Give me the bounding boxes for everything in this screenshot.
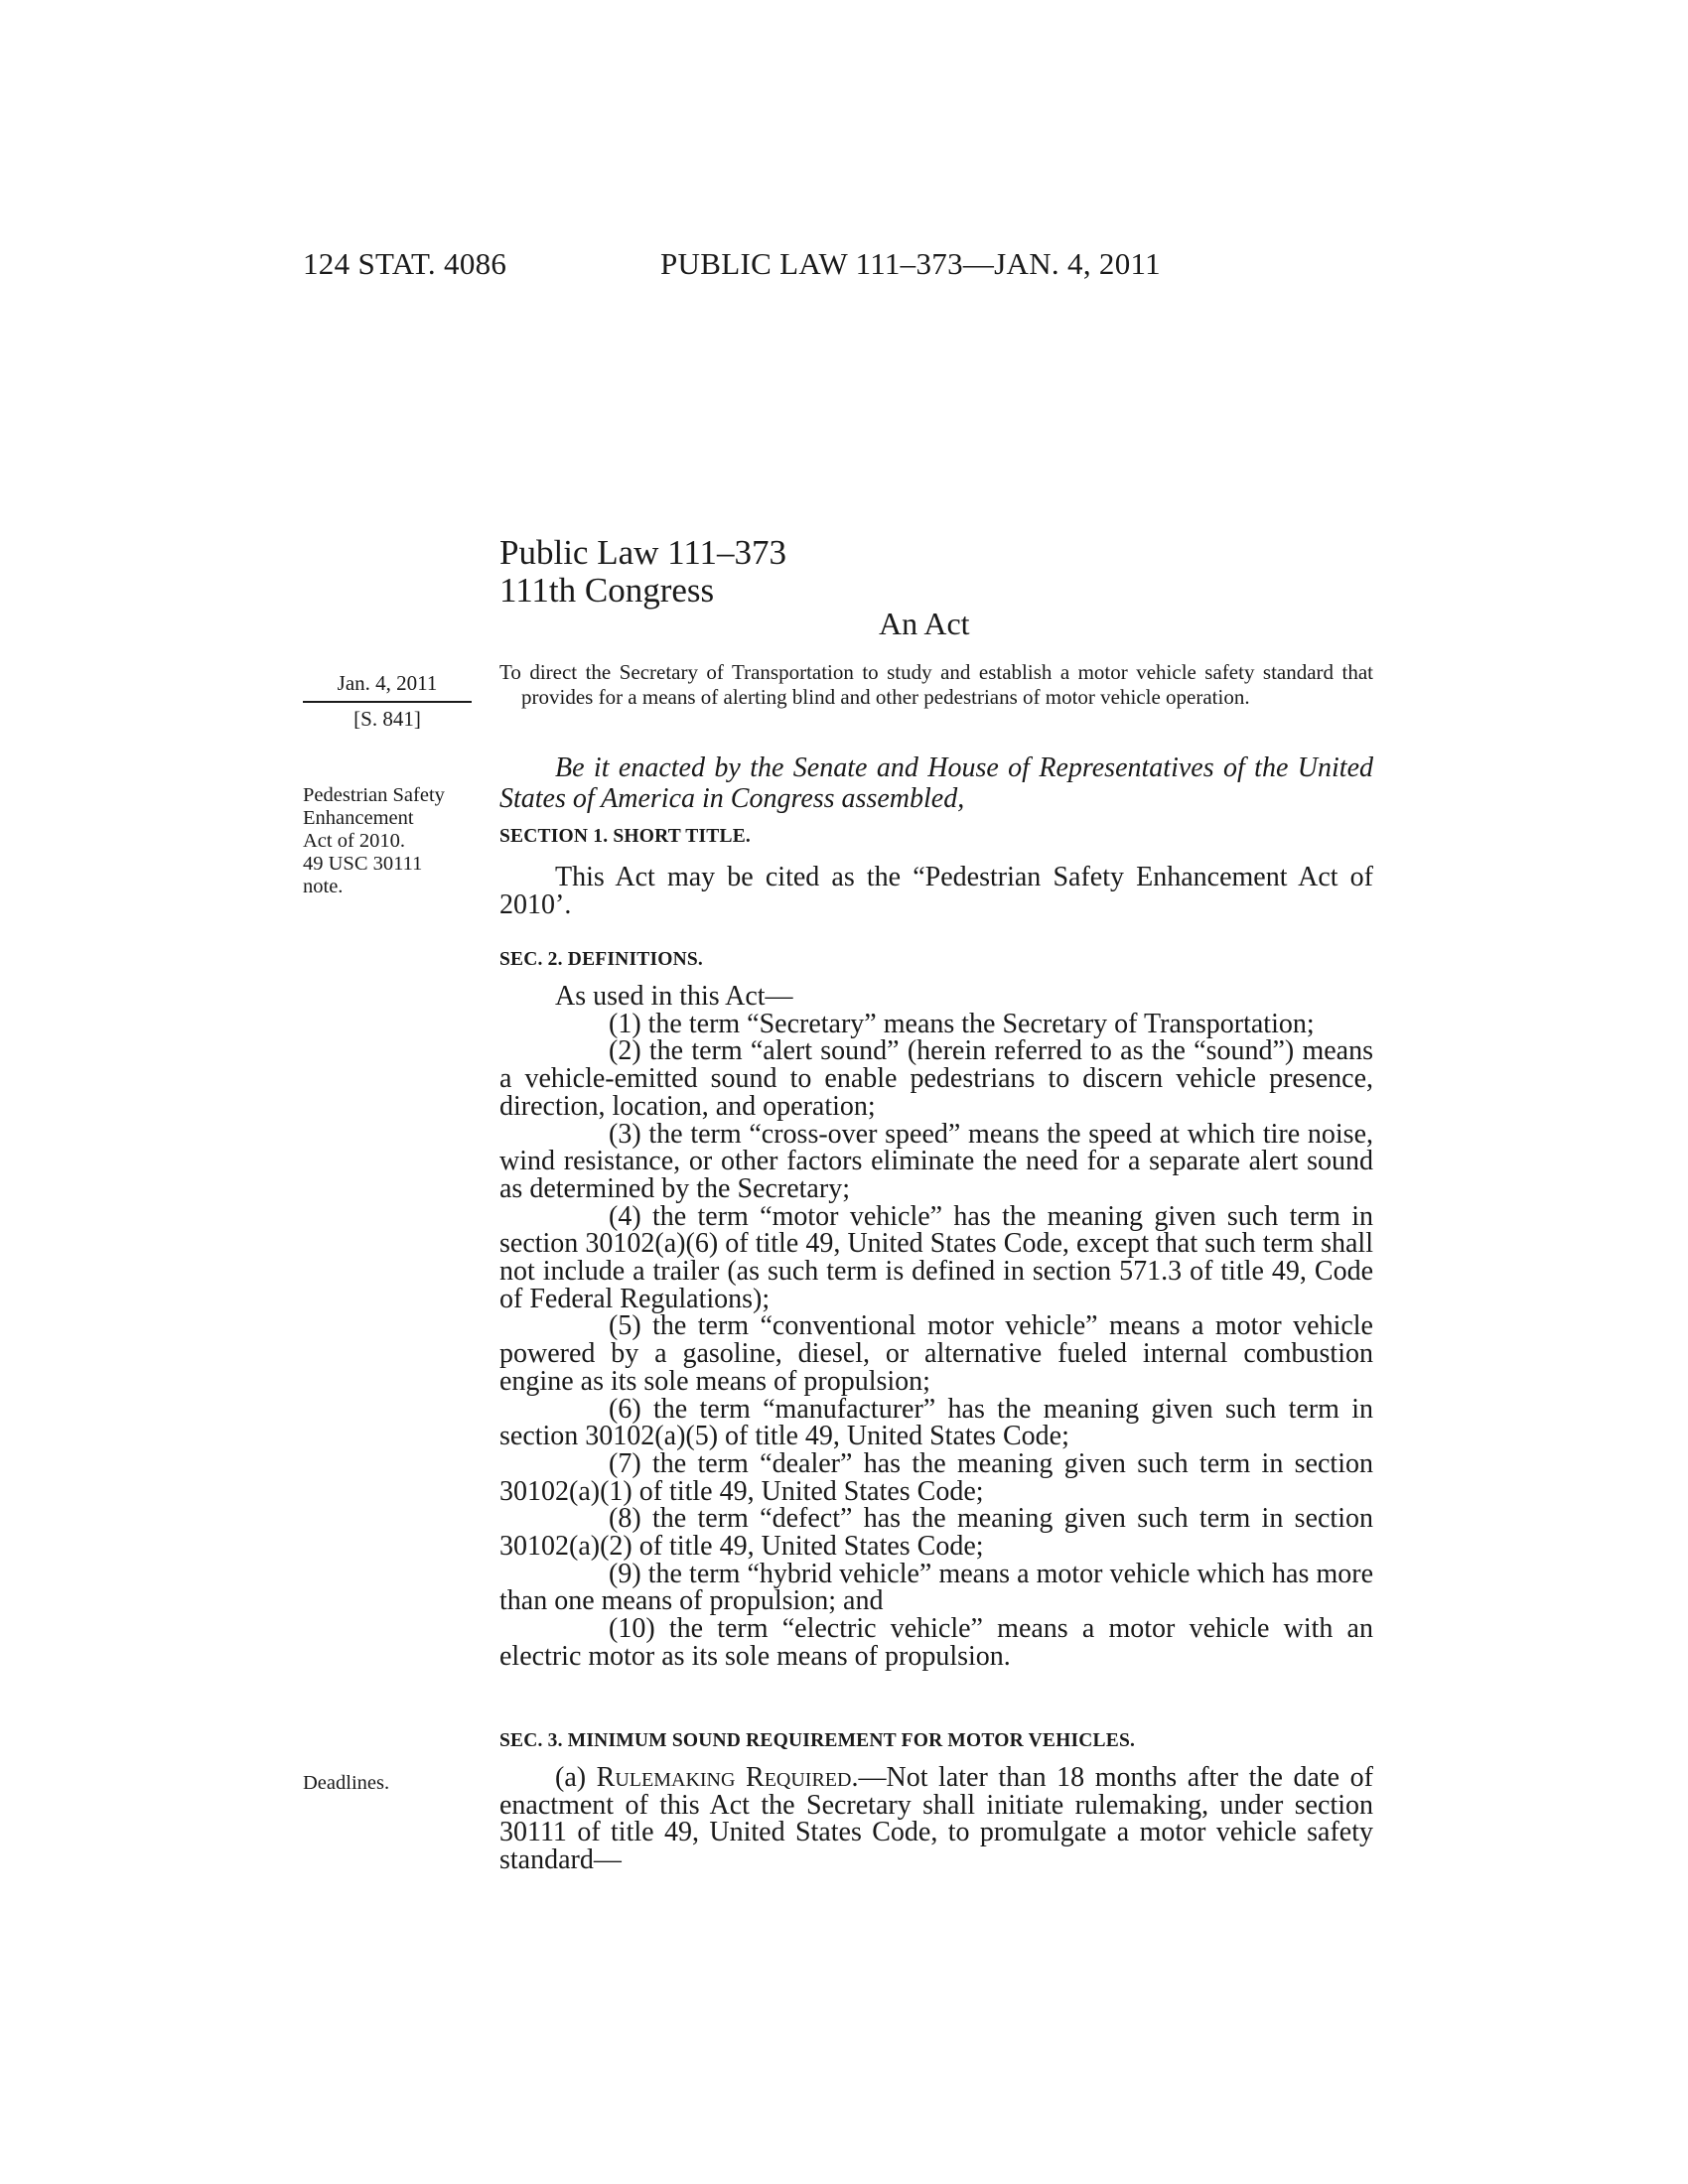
definition-item: (2) the term “alert sound” (herein referred to as the “sound”) means a vehicle-emitted sound to enable pedestrians to discern vehicle presence, direction, location, and operation;	[499, 1035, 1373, 1122]
margin-bill-number: [S. 841]	[353, 707, 421, 731]
margin-note-line: Pedestrian Safety	[303, 784, 445, 806]
margin-note-line: Enhancement	[303, 807, 414, 829]
definition-item: (6) the term “manufacturer” has the meaning given such term in section 30102(a)(5) of title 49, United States Code;	[499, 1393, 1373, 1452]
running-header-law-date: PUBLIC LAW 111–373—JAN. 4, 2011	[660, 246, 1161, 281]
definition-item: (4) the term “motor vehicle” has the meaning given such term in section 30102(a)(6) of title 49, United States Code, except that such term shall not include a trailer (as such term is defined in section 571.3 of title 49, Code of Federal Regulations);	[499, 1200, 1373, 1314]
margin-note-deadlines: Deadlines.	[303, 1772, 390, 1794]
section-3-heading: SEC. 3. MINIMUM SOUND REQUIREMENT FOR MOTOR VEHICLES.	[499, 1730, 1136, 1751]
margin-rule	[303, 701, 472, 703]
definition-item: (9) the term “hybrid vehicle” means a motor vehicle which has more than one means of propulsion; and	[499, 1558, 1373, 1617]
margin-note-line: 49 USC 30111	[303, 853, 423, 875]
margin-note-short-title	[303, 784, 445, 898]
definition-item: (10) the term “electric vehicle” means a motor vehicle with an electric motor as its sole means of propulsion.	[499, 1613, 1373, 1672]
public-law-number: Public Law 111–373	[499, 533, 787, 572]
section-2-body	[499, 983, 1373, 1671]
definition-item: (8) the term “defect” has the meaning given such term in section 30102(a)(2) of title 49, United States Code;	[499, 1503, 1373, 1563]
definitions-intro: As used in this Act—	[555, 981, 793, 1012]
section-1-text: This Act may be cited as the “Pedestrian Safety Enhancement Act of 2010’.	[499, 862, 1373, 920]
purpose-text: To direct the Secretary of Transportation to study and establish a motor vehicle safety standard that provides for a means of alerting blind and other pedestrians of motor vehicle operation.	[499, 660, 1373, 709]
subsection-a-text: —Not later than 18 months after the date of enactment of this Act the Secretary shall initiate rulemaking, under section 30111 of title 49, United States Code, to promulgate a motor vehicle safety standard—	[499, 1762, 1373, 1876]
definition-item: (7) the term “dealer” has the meaning given such term in section 30102(a)(1) of title 49, United States Code;	[499, 1447, 1373, 1507]
definition-item: (1) the term “Secretary” means the Secretary of Transportation;	[609, 1008, 1315, 1039]
definition-item: (5) the term “conventional motor vehicle” means a motor vehicle powered by a gasoline, diesel, or alternative fueled internal combustion engine as its sole means of propulsion;	[499, 1310, 1373, 1397]
margin-note-line: note.	[303, 876, 344, 897]
section-1-heading: SECTION 1. SHORT TITLE.	[499, 826, 751, 847]
act-purpose	[499, 660, 1373, 710]
subsection-a-number: (a)	[555, 1762, 587, 1793]
enacting-clause	[499, 752, 1373, 814]
margin-date: Jan. 4, 2011	[337, 671, 438, 695]
section-2-heading: SEC. 2. DEFINITIONS.	[499, 949, 704, 970]
definition-item: (3) the term “cross-over speed” means the speed at which tire noise, wind resistance, or other factors eliminate the need for a separate alert sound as determined by the Secretary;	[499, 1118, 1373, 1204]
section-1-body	[499, 864, 1373, 918]
subsection-a-caption: Rulemaking Required.	[596, 1762, 859, 1793]
margin-note-line: Act of 2010.	[303, 830, 406, 852]
an-act-heading: An Act	[879, 606, 970, 641]
congress-number: 111th Congress	[499, 571, 715, 610]
page-stat-reference: 124 STAT. 4086	[303, 246, 507, 281]
section-3-body	[499, 1764, 1373, 1874]
enacting-clause-text: Be it enacted by the Senate and House of Representatives of the United States of America in Congress assembled,	[499, 752, 1373, 814]
subsection-a	[499, 1764, 1373, 1874]
